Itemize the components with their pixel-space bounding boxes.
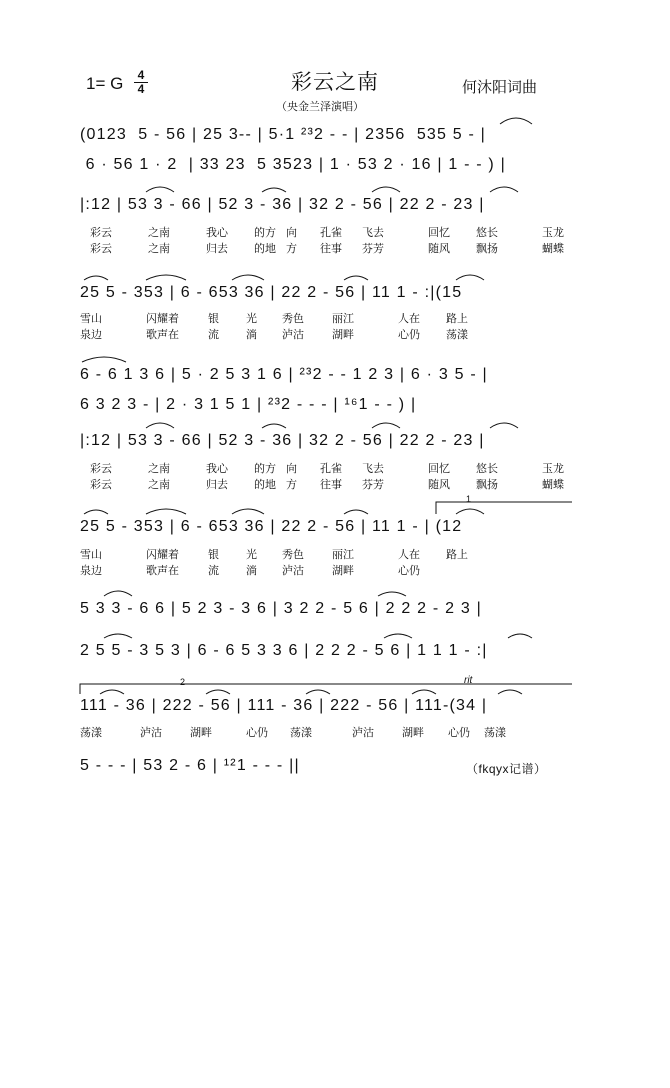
slur — [372, 423, 400, 428]
slur — [490, 187, 518, 192]
lyric: 丽江 — [332, 313, 354, 325]
volta-1-label: 1 — [466, 494, 472, 504]
lyric: 芬芳 — [362, 479, 384, 491]
slur — [412, 690, 436, 694]
lyric: 秀色 — [282, 549, 304, 561]
transcriber-credit: （fkqyx记谱） — [466, 762, 547, 776]
lyric: 之南 — [148, 243, 170, 255]
key-signature: 1= G — [86, 74, 124, 93]
time-signature-bottom: 4 — [137, 82, 145, 96]
lyric: 飞去 — [362, 227, 384, 239]
slur — [372, 187, 400, 192]
lyric: 流 — [208, 565, 219, 577]
lyric: 归去 — [206, 479, 228, 491]
slur — [490, 423, 518, 428]
slur — [262, 424, 286, 428]
slur — [384, 634, 412, 638]
lyric: 秀色 — [282, 313, 304, 325]
lyric: 湖畔 — [402, 727, 424, 739]
lyric: 淌 — [246, 329, 257, 341]
lyric: 银 — [208, 549, 219, 561]
slur — [146, 509, 186, 514]
lyric: 流 — [208, 329, 219, 341]
ritardando-mark: rit — [464, 675, 473, 686]
slur — [500, 118, 532, 124]
lyric: 飘扬 — [476, 243, 498, 255]
lyric: 孔雀 — [320, 227, 342, 239]
lyric: 丽江 — [332, 549, 354, 561]
lyric: 淌 — [246, 565, 257, 577]
slur — [508, 634, 532, 638]
lyric: 彩云 — [90, 243, 112, 255]
lyric: 湖畔 — [190, 727, 212, 739]
lyric: 歌声在 — [146, 565, 179, 577]
slur — [498, 690, 522, 694]
score-line-1: (0123 5 - 56 | 25 3-- | 5·1 ²³2 - - | 2356 535 5 - | — [80, 126, 487, 143]
lyric: 闪耀着 — [146, 313, 179, 325]
lyric: 闪耀着 — [146, 549, 179, 561]
score-line-4: 25 5 - 353 | 6 - 653 36 | 22 2 - 56 | 11 1 - :|(15 — [80, 284, 463, 301]
lyric: 蝴蝶 — [542, 479, 564, 491]
lyric: 荡漾 — [484, 727, 506, 739]
slur — [82, 357, 126, 362]
slur — [84, 510, 108, 514]
composer-credit: 何沐阳词曲 — [462, 79, 538, 96]
lyric: 心仍 — [246, 727, 268, 739]
lyric: 人在 — [398, 313, 420, 325]
slur — [378, 592, 406, 596]
lyric: 的地 — [254, 479, 276, 491]
lyric: 歌声在 — [146, 329, 179, 341]
slur — [146, 187, 174, 192]
lyric: 的方 — [254, 227, 276, 239]
lyric: 玉龙 — [542, 463, 564, 475]
lyric: 路上 — [446, 549, 468, 561]
song-title: 彩云之南 — [291, 71, 379, 94]
lyric: 我心 — [206, 463, 228, 475]
lyric: 之南 — [148, 463, 170, 475]
lyric: 往事 — [320, 479, 342, 491]
lyric: 蝴蝶 — [542, 243, 564, 255]
lyric: 飘扬 — [476, 479, 498, 491]
score-line-6: 6 3 2 3 - | 2 · 3 1 5 1 | ²³2 - - - | ¹⁶1 - - ) | — [80, 396, 417, 413]
lyric: 方 — [286, 479, 297, 491]
slur — [100, 690, 124, 694]
volta-1-bracket — [436, 502, 572, 514]
lyric: 泉边 — [80, 329, 102, 341]
lyric: 心仍 — [398, 565, 420, 577]
lyric: 心仍 — [398, 329, 420, 341]
score-line-10: 2 5 5 - 3 5 3 | 6 - 6 5 3 3 6 | 2 2 2 - 5 6 | 1 1 1 - :| — [80, 642, 488, 659]
lyric: 彩云 — [90, 463, 112, 475]
volta-2-label: 2 — [180, 677, 186, 687]
lyric: 玉龙 — [542, 227, 564, 239]
lyric: 光 — [246, 549, 257, 561]
slur — [104, 634, 132, 638]
score-line-12: 5 - - - | 53 2 - 6 | ¹²1 - - - || — [80, 757, 300, 774]
lyric: 银 — [208, 313, 219, 325]
lyric: 之南 — [148, 227, 170, 239]
lyric: 回忆 — [428, 463, 450, 475]
time-signature-top: 4 — [137, 68, 145, 82]
lyric: 路上 — [446, 313, 468, 325]
lyric: 的方 — [254, 463, 276, 475]
lyric: 光 — [246, 313, 257, 325]
lyric: 随风 — [428, 243, 450, 255]
score-line-7: |:12 | 53 3 - 66 | 52 3 - 36 | 32 2 - 56 | 22 2 - 23 | — [80, 432, 485, 449]
score-line-5: 6 - 6 1 3 6 | 5 · 2 5 3 1 6 | ²³2 - - 1 2 3 | 6 · 3 5 - | — [80, 366, 488, 383]
lyric: 的地 — [254, 243, 276, 255]
lyric: 泸沽 — [352, 727, 374, 739]
lyric: 彩云 — [90, 227, 112, 239]
slur — [456, 509, 484, 514]
lyric: 飞去 — [362, 463, 384, 475]
lyric: 之南 — [148, 479, 170, 491]
lyric: 孔雀 — [320, 463, 342, 475]
score-line-11: 111 - 36 | 222 - 56 | 111 - 36 | 222 - 56 | 111-(34 | — [80, 697, 488, 714]
slur — [262, 188, 286, 192]
lyric: 悠长 — [476, 463, 498, 475]
lyric: 方 — [286, 243, 297, 255]
slur — [146, 423, 174, 428]
score-line-2: 6 · 56 1 · 2 | 33 23 5 3523 | 1 · 53 2 · 16 | 1 - - ) | — [80, 156, 506, 173]
lyric: 荡漾 — [446, 329, 468, 341]
lyric: 泸沽 — [282, 329, 304, 341]
slur — [306, 690, 330, 694]
lyric: 芬芳 — [362, 243, 384, 255]
lyric: 泸沽 — [282, 565, 304, 577]
lyric: 我心 — [206, 227, 228, 239]
lyric: 向 — [286, 227, 297, 239]
slur — [344, 276, 368, 280]
lyric: 随风 — [428, 479, 450, 491]
score-line-9: 5 3 3 - 6 6 | 5 2 3 - 3 6 | 3 2 2 - 5 6 | 2 2 2 - 2 3 | — [80, 600, 482, 617]
slur — [344, 510, 368, 514]
lyric: 向 — [286, 463, 297, 475]
slur — [104, 591, 132, 596]
lyric: 雪山 — [80, 313, 102, 325]
lyric: 回忆 — [428, 227, 450, 239]
lyric: 湖畔 — [332, 329, 354, 341]
lyric: 归去 — [206, 243, 228, 255]
slur — [84, 276, 108, 280]
lyric: 泸沽 — [140, 727, 162, 739]
lyric: 心仍 — [448, 727, 470, 739]
volta-2-bracket — [80, 684, 572, 694]
lyric: 往事 — [320, 243, 342, 255]
lyric: 荡漾 — [80, 727, 102, 739]
singer-credit: （央金兰泽演唱） — [276, 101, 364, 113]
score-line-3: |:12 | 53 3 - 66 | 52 3 - 36 | 32 2 - 56 | 22 2 - 23 | — [80, 196, 485, 213]
slur — [206, 690, 230, 694]
lyric: 彩云 — [90, 479, 112, 491]
slur — [232, 275, 264, 280]
lyric: 湖畔 — [332, 565, 354, 577]
lyric: 悠长 — [476, 227, 498, 239]
slur — [232, 509, 264, 514]
lyric: 雪山 — [80, 549, 102, 561]
lyric: 人在 — [398, 549, 420, 561]
slur — [456, 275, 484, 280]
slur — [146, 275, 186, 280]
lyric: 泉边 — [80, 565, 102, 577]
lyric: 荡漾 — [290, 727, 312, 739]
score-line-8: 25 5 - 353 | 6 - 653 36 | 22 2 - 56 | 11 1 - | (12 — [80, 518, 463, 535]
